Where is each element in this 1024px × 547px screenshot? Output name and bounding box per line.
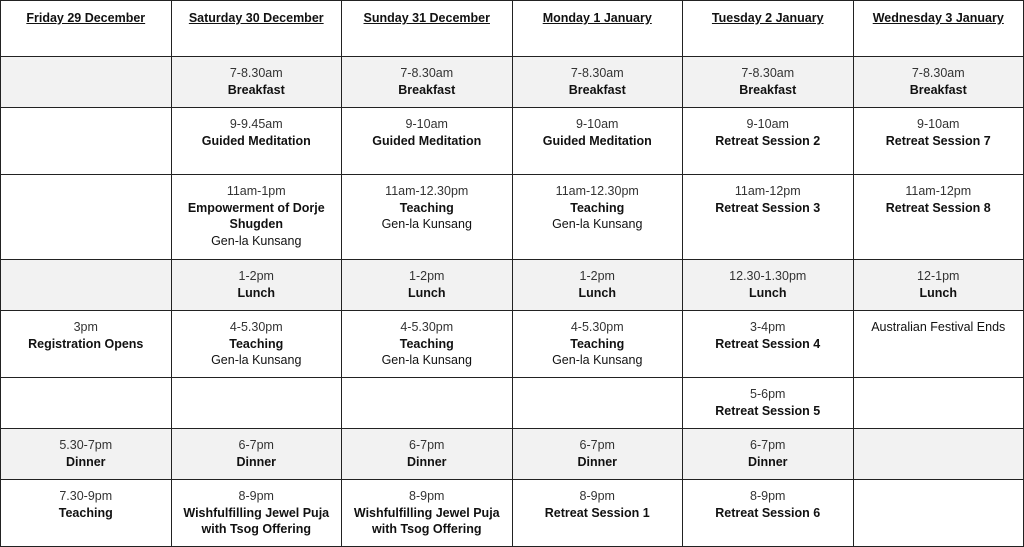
event-title: Teaching (399, 200, 454, 215)
event-title: Breakfast (227, 82, 285, 97)
event-time: 8-9pm (409, 489, 445, 503)
event-title: Retreat Session 2 (715, 133, 821, 148)
event-title: Lunch (919, 285, 957, 300)
event-time: 8-9pm (750, 489, 786, 503)
event-time: 7-8.30am (911, 66, 965, 80)
event-time: 11am-12pm (905, 184, 972, 198)
event-title: Dinner (406, 454, 447, 469)
event-time: 11am-1pm (226, 184, 286, 198)
event-title: Empowerment of Dorje (187, 200, 325, 215)
schedule-cell (512, 175, 683, 260)
schedule-cell (683, 108, 854, 175)
event-title: Breakfast (909, 82, 967, 97)
event-title: Teaching (58, 505, 113, 520)
event-title-cont: with Tsog Offering (201, 522, 311, 536)
schedule-cell (1, 57, 172, 108)
schedule-row (1, 480, 1024, 547)
event-title: Lunch (749, 285, 787, 300)
event-title: Retreat Session 4 (715, 336, 821, 351)
schedule-cell (512, 429, 683, 480)
event-teacher: Gen-la Kunsang (211, 353, 302, 367)
event-title: Retreat Session 8 (885, 200, 991, 215)
event-time: 3-4pm (750, 320, 786, 334)
event-title: Teaching (570, 336, 625, 351)
schedule-cell (512, 311, 683, 378)
schedule-cell (342, 378, 513, 429)
event-time: 7-8.30am (741, 66, 795, 80)
header-day: Saturday 30 December (171, 1, 342, 57)
schedule-cell (853, 108, 1024, 175)
schedule-cell (853, 311, 1024, 378)
event-title: Retreat Session 1 (544, 505, 650, 520)
header-day: Wednesday 3 January (853, 1, 1024, 57)
event-title-cont: Shugden (229, 217, 283, 231)
event-teacher: Gen-la Kunsang (381, 353, 472, 367)
schedule-cell (1, 260, 172, 311)
event-time: 11am-12.30pm (555, 184, 639, 198)
event-time: 11am-12pm (734, 184, 801, 198)
header-day: Tuesday 2 January (683, 1, 854, 57)
schedule-row (1, 108, 1024, 175)
header-day: Friday 29 December (1, 1, 172, 57)
event-title: Lunch (237, 285, 275, 300)
event-title: Breakfast (398, 82, 456, 97)
event-time: 7-8.30am (570, 66, 624, 80)
schedule-cell (683, 480, 854, 547)
header-day: Monday 1 January (512, 1, 683, 57)
schedule-row (1, 57, 1024, 108)
event-title: Retreat Session 7 (885, 133, 991, 148)
event-title: Guided Meditation (372, 133, 482, 148)
schedule-cell (1, 311, 172, 378)
schedule-cell (853, 260, 1024, 311)
schedule-cell (171, 108, 342, 175)
event-time: 5.30-7pm (59, 438, 113, 452)
event-time: 8-9pm (238, 489, 274, 503)
event-time: 7-8.30am (229, 66, 283, 80)
event-title: Lunch (578, 285, 616, 300)
event-title: Dinner (577, 454, 618, 469)
schedule-cell (512, 260, 683, 311)
event-time: 1-2pm (579, 269, 615, 283)
schedule-cell (853, 480, 1024, 547)
schedule-cell (683, 429, 854, 480)
event-time: 11am-12.30pm (385, 184, 469, 198)
event-title: Wishfulfilling Jewel Puja (183, 505, 330, 520)
schedule-cell (853, 57, 1024, 108)
event-time: 8-9pm (579, 489, 615, 503)
schedule-cell (342, 57, 513, 108)
event-title: Dinner (236, 454, 277, 469)
schedule-cell (512, 108, 683, 175)
schedule-cell (1, 378, 172, 429)
schedule-cell (171, 429, 342, 480)
event-time: 9-10am (405, 117, 448, 131)
event-time: 4-5.30pm (400, 320, 454, 334)
event-title: Wishfulfilling Jewel Puja (353, 505, 500, 520)
schedule-cell (171, 57, 342, 108)
event-teacher: Gen-la Kunsang (381, 217, 472, 231)
event-time: 4-5.30pm (229, 320, 283, 334)
event-teacher: Gen-la Kunsang (552, 217, 643, 231)
event-time: 4-5.30pm (570, 320, 624, 334)
event-time: 12-1pm (917, 269, 960, 283)
schedule-row (1, 311, 1024, 378)
schedule-row (1, 260, 1024, 311)
schedule-cell (512, 378, 683, 429)
event-teacher: Gen-la Kunsang (552, 353, 643, 367)
schedule-cell (342, 480, 513, 547)
schedule-cell (1, 175, 172, 260)
event-time: 12.30-1.30pm (729, 269, 807, 283)
event-title: Registration Opens (28, 336, 144, 351)
schedule-cell (1, 429, 172, 480)
schedule-cell (1, 480, 172, 547)
schedule-cell (512, 57, 683, 108)
schedule-cell (1, 108, 172, 175)
event-note: Australian Festival Ends (871, 320, 1006, 334)
event-time: 7-8.30am (400, 66, 454, 80)
header-day: Sunday 31 December (342, 1, 513, 57)
schedule-cell (683, 311, 854, 378)
schedule-cell (853, 429, 1024, 480)
event-title: Retreat Session 6 (715, 505, 821, 520)
event-time: 6-7pm (579, 438, 615, 452)
header-row (1, 1, 1024, 57)
event-time: 1-2pm (238, 269, 274, 283)
schedule-body (1, 57, 1024, 547)
schedule-row (1, 175, 1024, 260)
event-title: Teaching (229, 336, 284, 351)
event-title: Lunch (408, 285, 446, 300)
event-time: 5-6pm (750, 387, 786, 401)
schedule-cell (171, 260, 342, 311)
schedule-cell (683, 260, 854, 311)
event-title: Dinner (747, 454, 788, 469)
event-title: Teaching (399, 336, 454, 351)
schedule-cell (171, 480, 342, 547)
event-time: 9-10am (576, 117, 619, 131)
event-time: 9-10am (917, 117, 960, 131)
event-teacher: Gen-la Kunsang (211, 233, 302, 248)
event-time: 7.30-9pm (59, 489, 113, 503)
schedule-row (1, 429, 1024, 480)
event-title-cont: with Tsog Offering (372, 522, 482, 536)
event-title: Retreat Session 5 (715, 403, 821, 418)
schedule-cell (171, 175, 342, 260)
event-title: Dinner (65, 454, 106, 469)
event-title: Teaching (570, 200, 625, 215)
event-time: 6-7pm (238, 438, 274, 452)
event-time: 6-7pm (409, 438, 445, 452)
event-title: Breakfast (568, 82, 626, 97)
event-title: Guided Meditation (542, 133, 652, 148)
schedule-row (1, 378, 1024, 429)
schedule-cell (342, 311, 513, 378)
schedule-cell (171, 311, 342, 378)
event-time: 9-9.45am (229, 117, 283, 131)
schedule-cell (683, 378, 854, 429)
schedule-cell (171, 378, 342, 429)
schedule-cell (342, 429, 513, 480)
event-time: 1-2pm (409, 269, 445, 283)
event-time: 3pm (73, 320, 98, 334)
schedule-cell (853, 175, 1024, 260)
schedule-cell (342, 175, 513, 260)
event-title: Guided Meditation (201, 133, 311, 148)
schedule-cell (683, 175, 854, 260)
event-title: Retreat Session 3 (715, 200, 821, 215)
event-time: 9-10am (746, 117, 789, 131)
event-time: 6-7pm (750, 438, 786, 452)
schedule-cell (342, 108, 513, 175)
schedule-cell (342, 260, 513, 311)
schedule-cell (512, 480, 683, 547)
event-title: Breakfast (739, 82, 797, 97)
schedule-cell (683, 57, 854, 108)
schedule-cell (853, 378, 1024, 429)
